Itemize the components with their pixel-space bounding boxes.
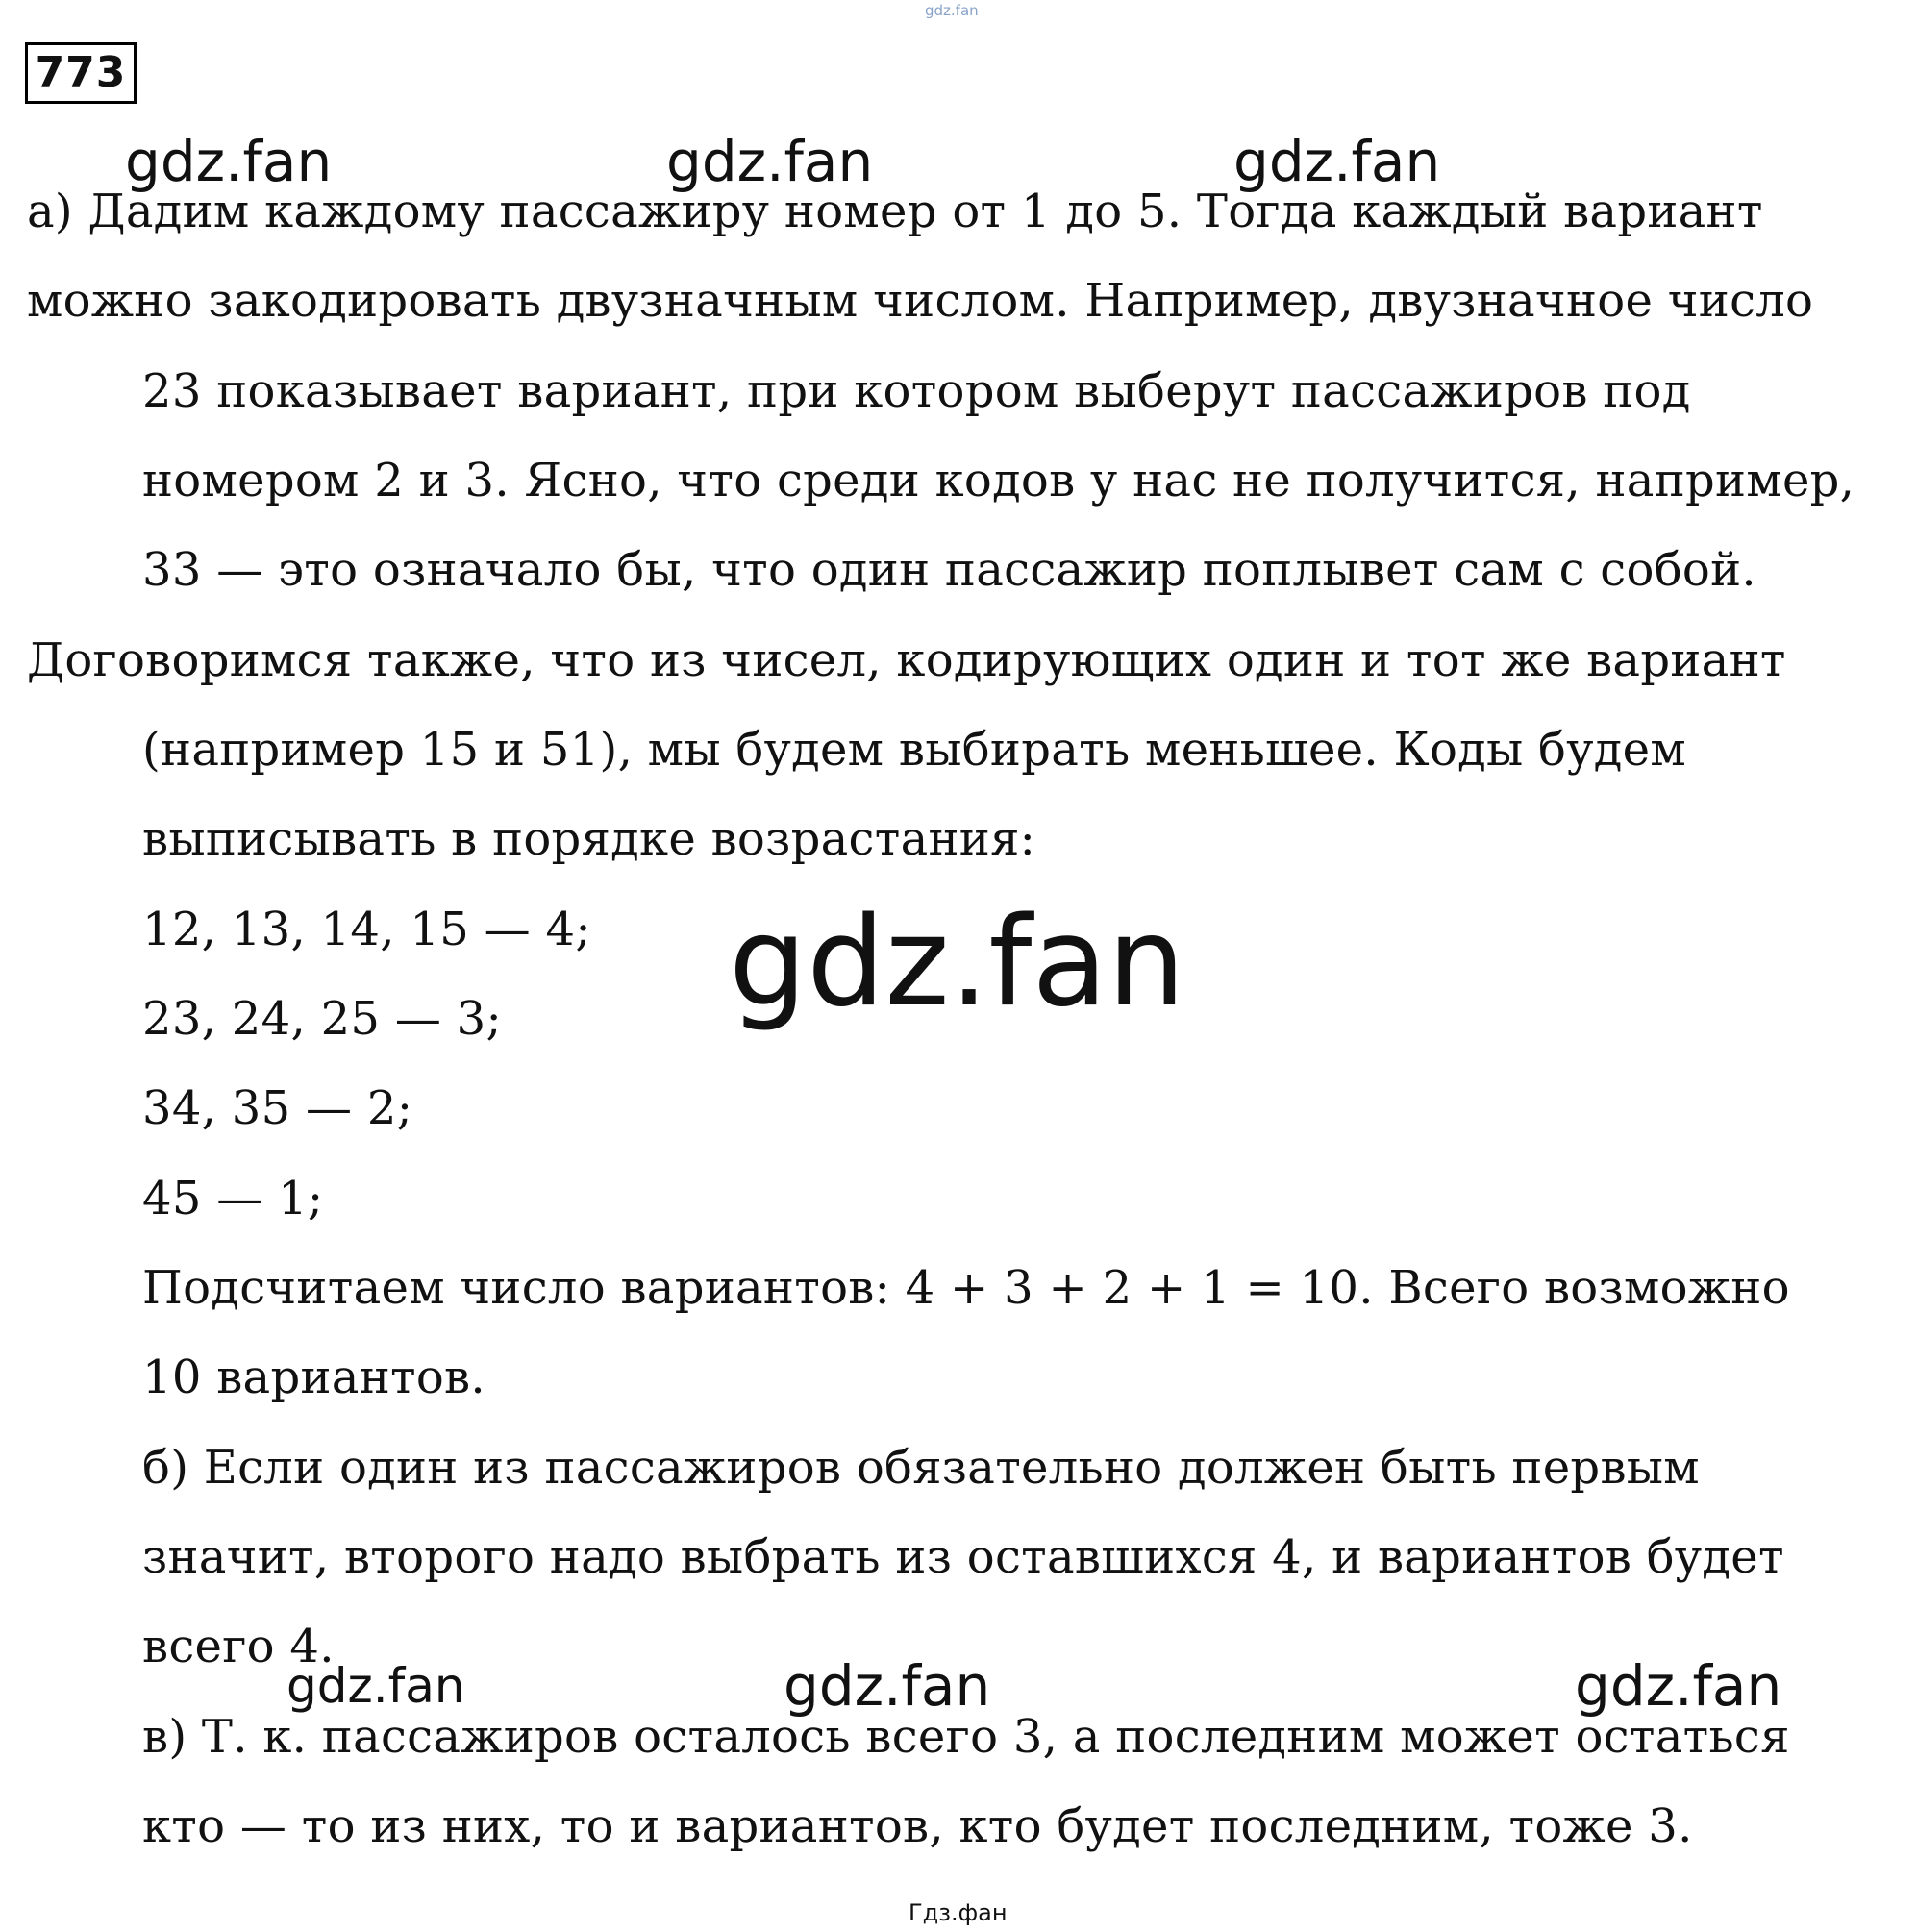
text-line: 10 вариантов. [142, 1350, 485, 1404]
watermark: gdz.fan [286, 1658, 465, 1714]
text-line: 23 показывает вариант, при котором выберут пассажиров под [142, 364, 1691, 418]
text-line: 45 — 1; [142, 1172, 324, 1226]
watermark: gdz.fan [1233, 129, 1441, 194]
text-line: выписывать в порядке возрастания: [142, 812, 1036, 866]
top-watermark: gdz.fan [925, 2, 979, 19]
watermark: gdz.fan [784, 1653, 991, 1719]
text-line: 34, 35 — 2; [142, 1081, 413, 1135]
bottom-watermark: Гдз.фан [909, 1899, 1008, 1926]
text-line: можно закодировать двузначным числом. Например, двузначное число [27, 274, 1814, 328]
text-line: Договоримся также, что из чисел, кодирующих один и тот же вариант [27, 633, 1786, 687]
text-line: 23, 24, 25 — 3; [142, 992, 502, 1046]
text-line: а) Дадим каждому пассажиру номер от 1 до 5. Тогда каждый вариант [27, 185, 1763, 238]
task-number-box: 773 [25, 42, 137, 104]
watermark-large: gdz.fan [729, 891, 1185, 1034]
text-line: 12, 13, 14, 15 — 4; [142, 903, 591, 956]
watermark: gdz.fan [125, 129, 333, 194]
text-line: (например 15 и 51), мы будем выбирать меньшее. Коды будем [142, 723, 1686, 777]
text-line: б) Если один из пассажиров обязательно должен быть первым [142, 1441, 1700, 1495]
text-line: номером 2 и 3. Ясно, что среди кодов у нас не получится, например, [142, 454, 1855, 508]
text-line: в) Т. к. пассажиров осталось всего 3, а последним может остаться [142, 1710, 1790, 1764]
text-line: всего 4. [142, 1620, 335, 1673]
watermark: gdz.fan [666, 129, 874, 194]
text-line: значит, второго надо выбрать из оставшихся 4, и вариантов будет [142, 1530, 1784, 1584]
watermark: gdz.fan [1575, 1653, 1782, 1719]
text-line: Подсчитаем число вариантов: 4 + 3 + 2 + 1 = 10. Всего возможно [142, 1261, 1790, 1315]
text-line: 33 — это означало бы, что один пассажир поплывет сам с собой. [142, 543, 1756, 597]
text-line: кто — то из них, то и вариантов, кто будет последним, тоже 3. [142, 1799, 1693, 1853]
